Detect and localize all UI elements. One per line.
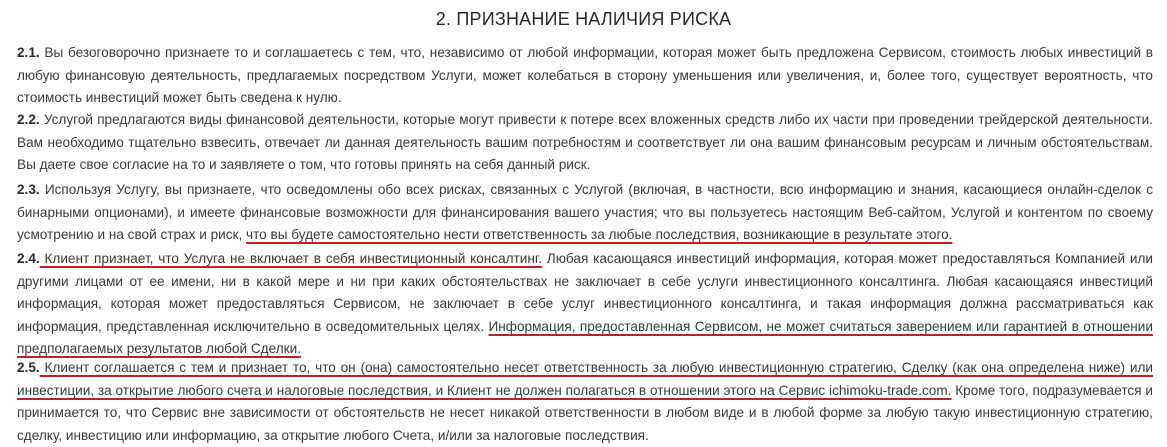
paragraph-number: 2.1. (17, 45, 40, 60)
paragraph-text: Услугой предлагаются виды финансовой деятельности, которые могут привести к потере всех вложенных средств либо их части при проведении трейдерской деятельности. Вам необходимо тщательно взвесить, отвечает ли данная деятельность вашим потребностям и соответствует ли она вашим финансовым ресурсам и личным обстоятельствам. Вы даете свое согласие на то и заявляете о том, что готовы принять на себя данный риск. (17, 112, 1153, 173)
paragraph-2-5 (17, 357, 1153, 447)
highlighted-text: Информация, предоставленная Сервисом, не может считаться заверением или гарантией в отношении предполагаемых результатов любой Сделки. (17, 318, 1153, 357)
paragraph-number: 2.5. (17, 360, 40, 375)
paragraph-2-1 (17, 42, 1153, 110)
paragraph-number: 2.4. (17, 251, 40, 266)
paragraph-text: Вы безоговорочно признаете то и соглашаетесь с тем, что, независимо от любой информации, которая может быть предложена Сервисом, стоимость любых инвестиций в любую финансовую деятельность, предлагаемых посредством Услуги, может колебаться в сторону уменьшения или увеличения, и, более того, существует вероятность, что стоимость инвестиций может быть сведена к нулю. (17, 45, 1153, 106)
highlighted-text: Клиент соглашается с тем и признает то, что он (она) самостоятельно несет ответственность за любую инвестиционную стратегию, Сделку (как она определена ниже) или инвестиции, за открытие любого счета и налоговые последствия, и Клиент не должен полагаться в отношении этого на Сервис ichimoku-trade.com. (17, 360, 1153, 398)
section-title: 2. ПРИЗНАНИЕ НАЛИЧИЯ РИСКА (435, 9, 732, 29)
paragraph-number: 2.2. (17, 112, 40, 127)
paragraph-2-4 (17, 248, 1153, 361)
highlighted-text: что вы будете самостоятельно нести ответственность за любые последствия, возникающие в результате этого. (246, 227, 953, 243)
paragraph-text: Любая касающаяся инвестиций информация, которая может предоставляться Компанией или другими лицами от ее имени, ни в какой мере и ни при каких обстоятельствах не заключает в себе услуги инвестиционного консалтинга. Любая касающаяся инвестиций информация, которая может предоставляться Сервисом, не заключает в себе услуг инвестиционного консалтинга, и такая информация должна рассматриваться как информация, представленная исключительно в осведомительных целях. (17, 251, 1153, 334)
paragraph-number: 2.3. (17, 182, 40, 197)
paragraph-2-2 (17, 109, 1153, 177)
paragraph-text: Используя Услугу, вы признаете, что осведомлены обо всех рисках, связанных с Услугой (включая, в частности, всю информацию и знания, касающиеся онлайн-сделок с бинарными опционами), и имеете финансовые возможности для финансирования вашего участия; что вы пользуетесь настоящим Веб-сайтом, Услугой и контентом по своему усмотрению и на свой страх и риск, (17, 182, 1153, 243)
highlighted-text: Клиент признает, что Услуга не включает в себя инвестиционный консалтинг. (39, 251, 542, 266)
paragraph-text: Кроме того, подразумевается и принимается то, что Сервис вне зависимости от обстоятельств не несет никакой ответственности в любом виде и в любой форме за любую такую инвестиционную стратегию, сделку, инвестицию или информацию, за открытие любого Счета, и/или за налоговые последствия. (17, 382, 1153, 443)
paragraph-2-3 (17, 179, 1153, 247)
